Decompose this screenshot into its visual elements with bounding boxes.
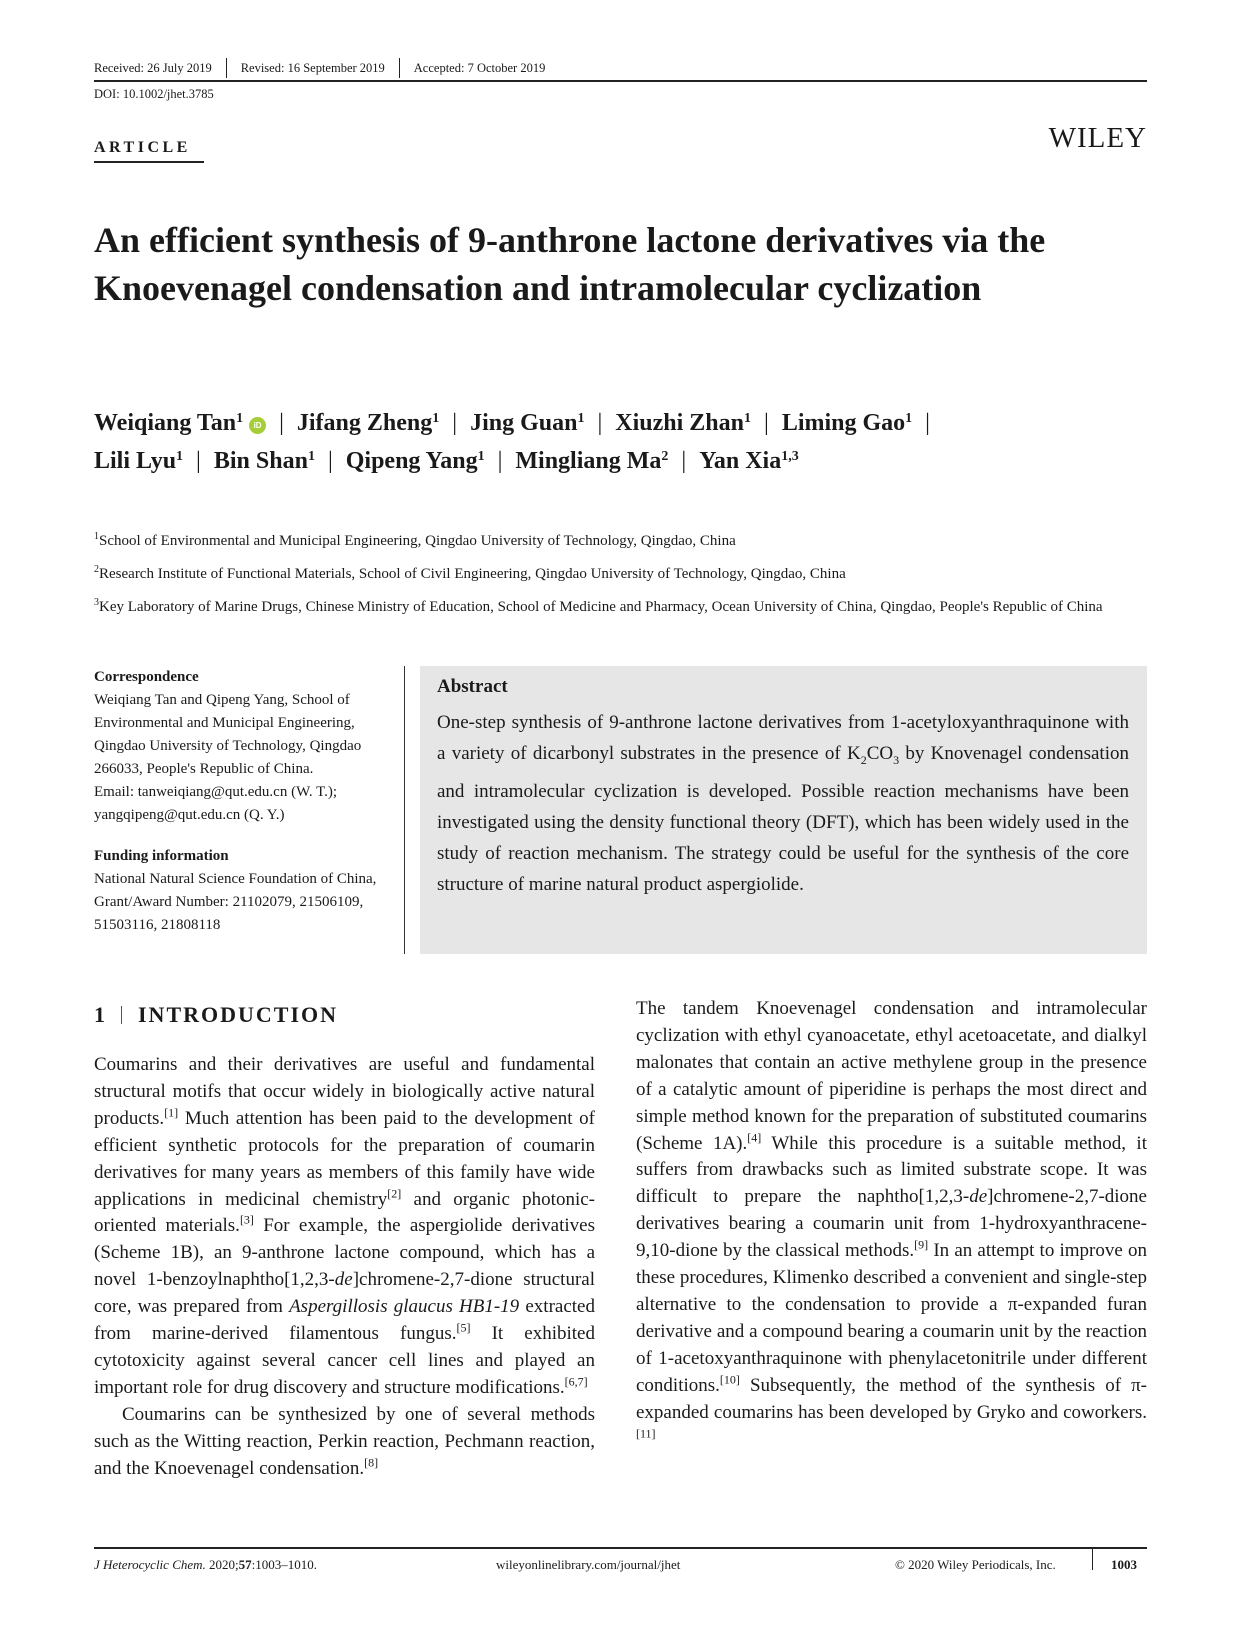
author[interactable]: Yan Xia$^{1,3}$ — [699, 448, 799, 474]
author[interactable]: Liming Gao$^1$ — [781, 410, 913, 436]
article-type-label: ARTICLE — [94, 139, 191, 156]
author-separator: | — [279, 410, 284, 436]
date-separator — [226, 58, 227, 78]
footer-rule — [94, 1547, 1147, 1549]
author-separator: | — [497, 448, 503, 474]
citation[interactable]: [6,7] — [564, 1374, 588, 1389]
affiliation: $^3$Key Laboratory of Marine Drugs, Chinese Ministry of Education, School of Medicine and Pharmacy, Ocean University of China, Qingdao, People's Republic of China — [94, 597, 1103, 615]
affiliation: $^2$Research Institute of Functional Materials, School of Civil Engineering, Qingdao University of Technology, Qingdao, China — [94, 564, 846, 582]
date-separator — [399, 58, 400, 78]
body-column-left — [94, 1052, 595, 1483]
page-number: 1003 — [1111, 1557, 1137, 1572]
body-column-right — [636, 996, 1147, 1453]
author-separator: | — [196, 448, 201, 474]
funding-body: National Natural Science Foundation of China, Grant/Award Number: 21102079, 21506109, 51503116, 21808118 — [94, 871, 377, 933]
author-separator: | — [764, 410, 769, 436]
abstract-box — [420, 666, 1147, 954]
affiliation: $^1$School of Environmental and Municipal Engineering, Qingdao University of Technology, Qingdao, China — [94, 531, 736, 549]
sidebar-divider — [404, 666, 405, 954]
citation[interactable]: [5] — [456, 1320, 471, 1335]
author[interactable]: Xiuzhi Zhan$^1$ — [615, 410, 751, 436]
citation[interactable]: [10] — [719, 1372, 740, 1387]
affiliations — [94, 525, 1154, 624]
article-dates — [94, 58, 545, 78]
author[interactable]: Qipeng Yang$^1$ — [345, 448, 485, 474]
author-separator: | — [327, 448, 333, 474]
accepted-date: Accepted: 7 October 2019 — [413, 60, 546, 75]
header-rule — [94, 80, 1147, 82]
abstract-text: One-step synthesis of 9-anthrone lactone derivatives from 1-acetyloxyanthraquinone with a variety of dicarbonyl substrates in the presence of $K_2CO_3$ by Knovenagel condensation and intramolecular cyclization is developed. Possible reaction mechanisms have been investigated using the density functional theory (DFT), which has been widely used in the study of reaction mechanism. The strategy could be useful for the synthesis of the core structure of marine natural product aspergiolide. — [437, 712, 1129, 895]
citation[interactable]: [9] — [914, 1237, 929, 1252]
author-separator: | — [452, 410, 458, 436]
author[interactable]: Weiqiang Tan$^1$ iD — [94, 410, 266, 436]
section-heading: 1 INTRODUCTION — [94, 1002, 339, 1027]
author[interactable]: Mingliang Ma$^2$ — [515, 448, 669, 474]
article-label-underline — [94, 161, 204, 163]
citation[interactable]: [11] — [636, 1426, 656, 1441]
paragraph: The tandem Knoevenagel condensation and intramolecular cyclization with ethyl cyanoacetate, ethyl acetoacetate, and dialkyl malonates that contain an active methylene group in the presence of a catalytic amount of piperidine is perhaps the most direct and simple method known for the preparation of substituted coumarins (Scheme 1A).[4] While this procedure is a suitable method, it suffers from drawbacks such as limited substrate scope. It was difficult to prepare the naphtho[1,2,3-de]chromene-2,7-dione derivatives bearing a coumarin unit from 1-hydroxyanthracene-9,10-dione by the classical methods.[9] In an attempt to improve on these procedures, Klimenko described a convenient and single-step alternative to the condensation to provide a π-expanded furan derivative and a compound bearing a coumarin unit by the reaction of 1-acetoxyanthraquinone with phenylacetonitrile under different conditions.[10] Subsequently, the method of the synthesis of π-expanded coumarins has been developed by Gryko and coworkers.[11] — [636, 998, 1147, 1441]
citation[interactable]: [4] — [747, 1130, 762, 1145]
footer-separator — [1092, 1548, 1093, 1570]
author[interactable]: Bin Shan$^1$ — [213, 448, 315, 474]
received-date: Received: 26 July 2019 — [94, 60, 212, 75]
author-separator: | — [925, 410, 930, 436]
paper-title: An efficient synthesis of 9-anthrone lactone derivatives via the Knoevenagel condensation and intramolecular cyclization — [94, 220, 1046, 308]
author-separator: | — [681, 448, 687, 474]
citation[interactable]: [3] — [239, 1213, 254, 1228]
citation[interactable]: [2] — [387, 1186, 402, 1201]
correspondence-body: Weiqiang Tan and Qipeng Yang, School of Environmental and Municipal Engineering, Qingdao University of Technology, Qingdao 266033, People's Republic of China. — [94, 692, 362, 777]
paragraph: Coumarins and their derivatives are useful and fundamental structural motifs that occur widely in biologically active natural products.[1] Much attention has been paid to the development of efficient synthetic protocols for the preparation of coumarin derivatives for many years as members of this family have wide applications in medicinal chemistry[2] and organic photonic-oriented materials.[3] For example, the aspergiolide derivatives (Scheme 1B), an 9-anthrone lactone compound, which has a novel 1-benzoylnaphtho[1,2,3-de]chromene-2,7-dione structural core, was prepared from Aspergillosis glaucus HB1-19 extracted from marine-derived filamentous fungus.[5] It exhibited cytotoxicity against several cancer cell lines and played an important role for drug discovery and structure modifications.[6,7] — [94, 1054, 595, 1398]
species-name: Aspergillosis glaucus HB1-19 — [289, 1296, 520, 1318]
sidebar — [94, 666, 394, 937]
publisher-logo: WILEY — [1048, 122, 1147, 154]
paragraph: Coumarins can be synthesized by one of several methods such as the Witting reaction, Perkin reaction, Pechmann reaction, and the Knoevenagel condensation.[8] — [94, 1403, 595, 1479]
journal-citation: J Heterocyclic Chem. 2020;57:1003–1010. — [94, 1557, 318, 1572]
author[interactable]: Jifang Zheng$^1$ — [296, 410, 440, 436]
author-list — [94, 404, 1154, 480]
author[interactable]: Jing Guan$^1$ — [470, 410, 585, 436]
abstract-heading: Abstract — [437, 676, 508, 697]
citation[interactable]: [1] — [164, 1105, 179, 1120]
revised-date: Revised: 16 September 2019 — [240, 60, 385, 75]
citation[interactable]: [8] — [364, 1455, 379, 1470]
correspondence-email[interactable]: Email: tanweiqiang@qut.edu.cn (W. T.); yangqipeng@qut.edu.cn (Q. Y.) — [94, 784, 338, 823]
funding-heading: Funding information — [94, 848, 229, 864]
journal-url[interactable]: wileyonlinelibrary.com/journal/jhet — [496, 1557, 681, 1572]
copyright: © 2020 Wiley Periodicals, Inc. — [895, 1557, 1056, 1572]
correspondence-heading: Correspondence — [94, 669, 199, 685]
author-separator: | — [597, 410, 603, 436]
author[interactable]: Lili Lyu$^1$ — [94, 448, 184, 474]
orcid-icon[interactable]: iD — [249, 417, 266, 434]
doi[interactable]: DOI: 10.1002/jhet.3785 — [94, 87, 214, 101]
